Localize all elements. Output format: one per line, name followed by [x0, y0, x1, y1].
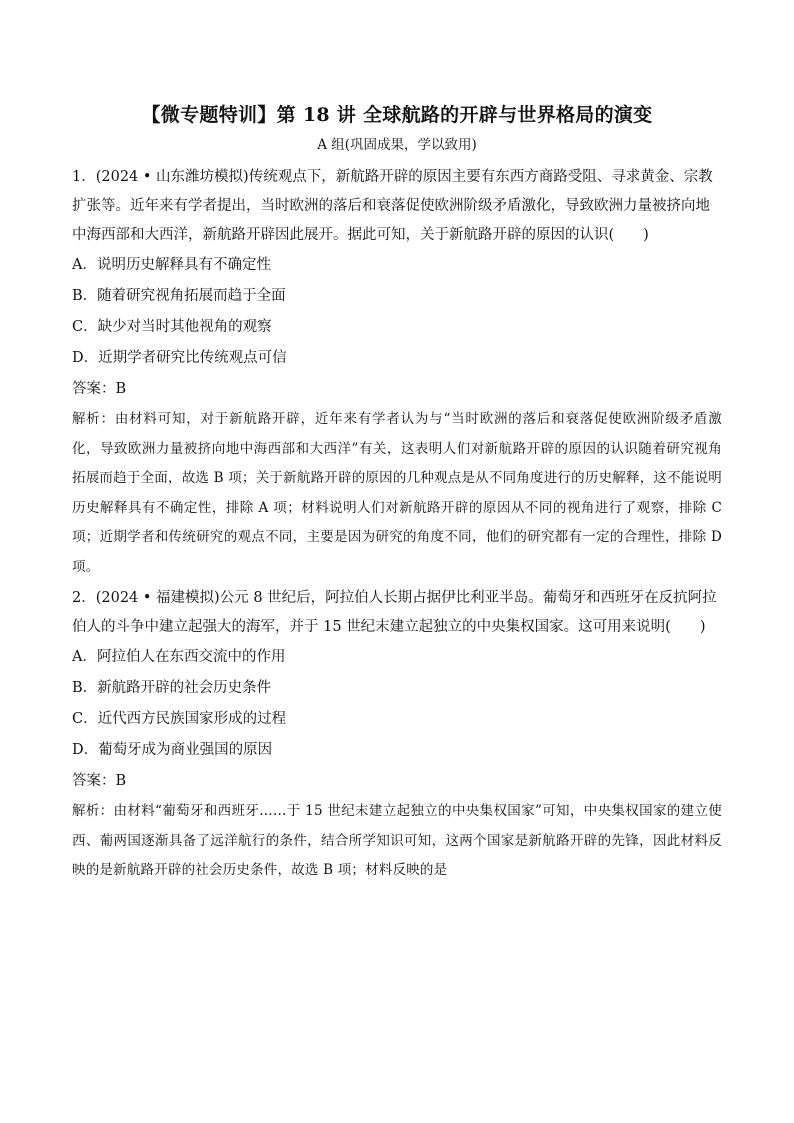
explanation: 解析：由材料“葡萄牙和西班牙……于 15 世纪末建立起独立的中央集权国家”可知，中央集权国家的建立使西、葡两国逐渐具备了远洋航行的条件，结合所学知识可知，这两个国家是新航路开辟的先锋，因此材料反映的是新航路开辟的社会历史条件，故选 B 项；材料反映的是: [72, 803, 722, 878]
option-b: B．随着研究视角拓展而趋于全面: [72, 288, 286, 304]
section-subtitle: A 组(巩固成果，学以致用): [317, 137, 477, 153]
option-a: A．阿拉伯人在东西交流中的作用: [72, 649, 286, 665]
question-2: [72, 584, 722, 886]
answer: 答案：B: [72, 773, 127, 789]
explanation: 解析：由材料可知，对于新航路开辟，近年来有学者认为与“当时欧洲的落后和衰落促使欧洲阶级矛盾激化，导致欧洲力量被挤向地中海西部和大西洋”有关，这表明人们对新航路开辟的原因的认识随着研究视角拓展而趋于全面，故选 B 项；关于新航路开辟的原因的几种观点是从不同角度进行的历史解释，这不能说明历史解释具有不确定性，排除 A 项；材料说明人们对新航路开辟的原因从不同的视角进行了观察，排除 C 项；近期学者和传统研究的观点不同，主要是因为研究的角度不同，他们的研究都有一定的合理性，排除 D 项。: [72, 411, 722, 575]
option-d: D．近期学者研究比传统观点可信: [72, 350, 287, 366]
option-a: A．说明历史解释具有不确定性: [72, 257, 271, 273]
question-1: [72, 163, 722, 582]
question-stem: 2．(2024 • 福建模拟)公元 8 世纪后，阿拉伯人长期占据伊比利亚半岛。葡萄牙和西班牙在反抗阿拉伯人的斗争中建立起强大的海军，并于 15 世纪末建立起独立的中央集权国家。这可用来说明( ): [72, 590, 717, 635]
question-stem: 1．(2024 • 山东潍坊模拟)传统观点下，新航路开辟的原因主要有东西方商路受阻、寻求黄金、宗教扩张等。近年来有学者提出，当时欧洲的落后和衰落促使欧洲阶级矛盾激化，导致欧洲力量被挤向地中海西部和大西洋，新航路开辟因此展开。据此可知，关于新航路开辟的原因的认识( ): [72, 169, 713, 243]
option-b: B．新航路开辟的社会历史条件: [72, 680, 272, 696]
option-c: C．近代西方民族国家形成的过程: [72, 711, 287, 727]
option-c: C．缺少对当时其他视角的观察: [72, 319, 272, 335]
page-title: 【微专题特训】第 18 讲 全球航路的开辟与世界格局的演变: [141, 104, 653, 126]
answer: 答案：B: [72, 381, 127, 397]
option-d: D．葡萄牙成为商业强国的原因: [72, 742, 273, 758]
